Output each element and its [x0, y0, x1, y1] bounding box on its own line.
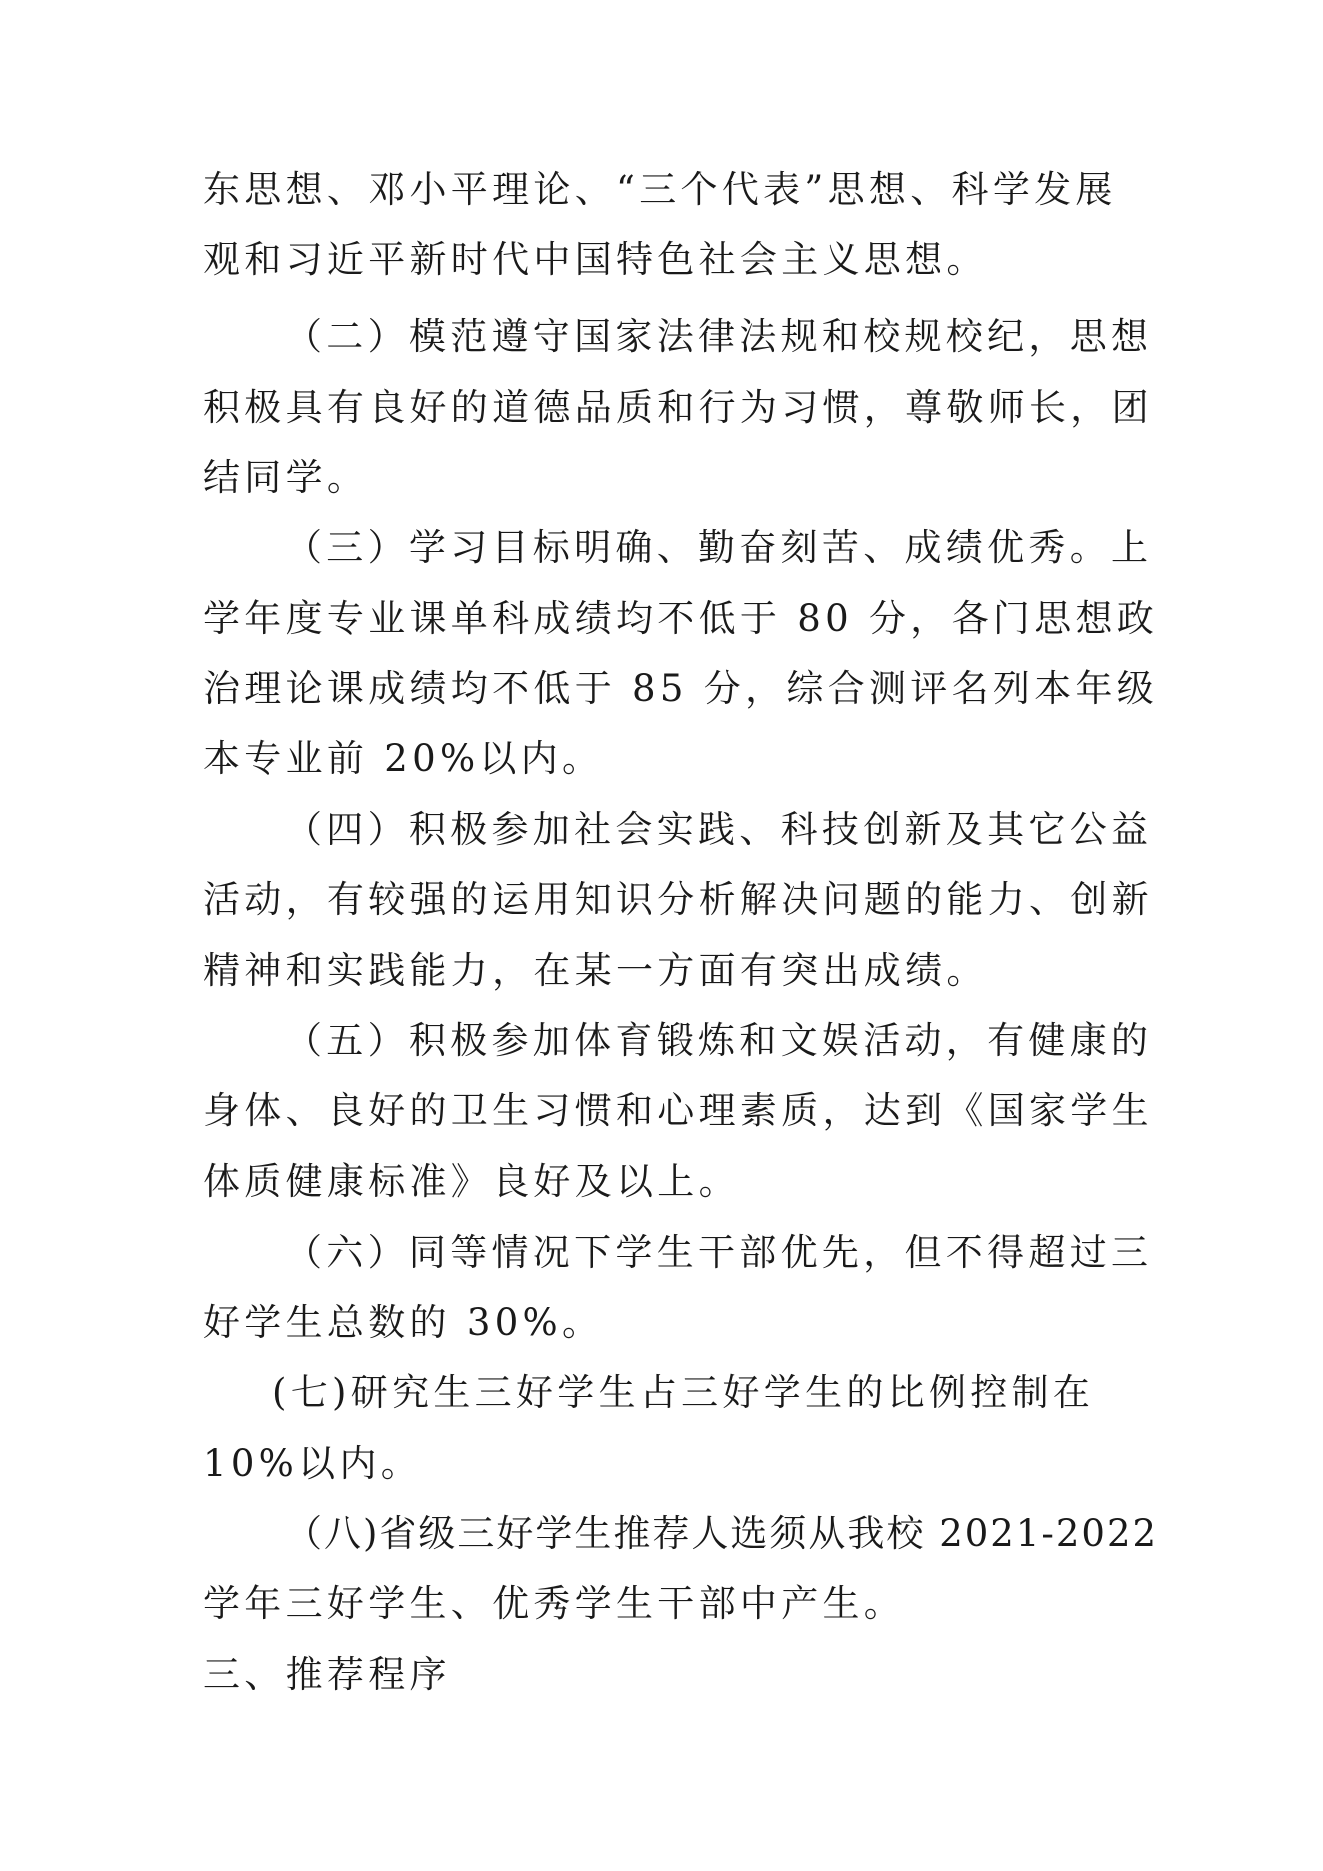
paragraph-5-line: （五）积极参加体育锻炼和文娱活动，有健康的 — [285, 1019, 1153, 1062]
section-heading: 三、推荐程序 — [203, 1653, 451, 1696]
paragraph-6-line: （六）同等情况下学生干部优先，但不得超过三 — [285, 1231, 1153, 1274]
paragraph-4-line: （四）积极参加社会实践、科技创新及其它公益 — [285, 808, 1153, 851]
paragraph-7-line: (七)研究生三好学生占三好学生的比例控制在 — [272, 1371, 1095, 1414]
text-line: 本专业前 20%以内。 — [203, 737, 604, 780]
text-line: 身体、良好的卫生习惯和心理素质，达到《国家学生 — [203, 1089, 1153, 1132]
text-line: 体质健康标准》良好及以上。 — [203, 1160, 740, 1203]
text-line: 积极具有良好的道德品质和行为习惯，尊敬师长，团 — [203, 386, 1153, 429]
text-line: 精神和实践能力，在某一方面有突出成绩。 — [203, 949, 988, 992]
text-line: 东思想、邓小平理论、“三个代表”思想、科学发展 — [203, 168, 1117, 211]
text-line: 观和习近平新时代中国特色社会主义思想。 — [203, 238, 988, 281]
text-line: 10%以内。 — [203, 1442, 423, 1485]
text-line: 好学生总数的 30%。 — [203, 1301, 604, 1344]
paragraph-8-line: （八)省级三好学生推荐人选须从我校 2021-2022 — [285, 1512, 1159, 1555]
text-line: 活动，有较强的运用知识分析解决问题的能力、创新 — [203, 878, 1153, 921]
paragraph-3-line: （三）学习目标明确、勤奋刻苦、成绩优秀。上 — [285, 526, 1153, 569]
text-line: 结同学。 — [203, 456, 369, 499]
text-line: 学年三好学生、优秀学生干部中产生。 — [203, 1582, 906, 1625]
paragraph-2-line: （二）模范遵守国家法律法规和校规校纪，思想 — [285, 315, 1153, 358]
text-line: 学年度专业课单科成绩均不低于 80 分，各门思想政 — [203, 597, 1159, 640]
text-line: 治理论课成绩均不低于 85 分，综合测评名列本年级 — [203, 667, 1159, 710]
